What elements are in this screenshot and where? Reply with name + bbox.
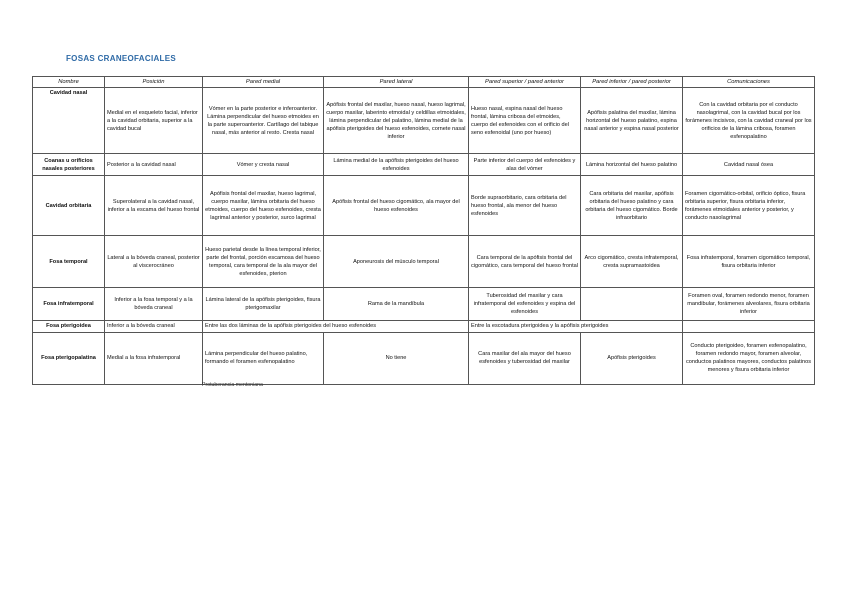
row-name: Fosa pterigopalatina xyxy=(33,332,105,384)
cell-pared-superior: Cara maxilar del ala mayor del hueso esfenoides y tuberosidad del maxilar xyxy=(469,332,581,384)
cell-posicion: Medial en el esqueleto facial, inferior a la cavidad orbitaria, superior a la cavidad bucal xyxy=(105,88,203,154)
cell-pared-lateral: Apófisis frontal del hueso cigomático, ala mayor del hueso esfenoides xyxy=(324,176,469,236)
cell-pared-superior: Tuberosidad del maxilar y cara infratemporal del esfenoides y espina del esfenoides xyxy=(469,288,581,321)
cell-pared-superior: Cara temporal de la apófisis frontal del cigomático, cara temporal del hueso frontal xyxy=(469,236,581,288)
cell-span-medial-lateral: Entre las dos láminas de la apófisis pterigoides del hueso esfenoides xyxy=(203,321,469,332)
table-row xyxy=(33,321,815,332)
header-posicion: Posición xyxy=(105,77,203,88)
cell-pared-superior: Borde supraorbitario, cara orbitaria del hueso frontal, ala menor del hueso esfenoides xyxy=(469,176,581,236)
header-row xyxy=(33,77,815,88)
header-pared-inferior: Pared inferior / pared posterior xyxy=(581,77,683,88)
cell-pared-inferior: Cara orbitaria del maxilar, apófisis orbitaria del hueso palatino y cara orbitaria del hueso cigomático. Borde infraorbitario xyxy=(581,176,683,236)
cell-pared-inferior: Lámina horizontal del hueso palatino xyxy=(581,154,683,176)
table-row xyxy=(33,288,815,321)
cell-pared-medial: Vómer en la parte posterior e inferoanterior. Lámina perpendicular del hueso etmoides en la parte superoanterior. Cartílago del tabique nasal, más anterior al resto. Cresta nasal xyxy=(203,88,324,154)
footnote: Protuberancia mentoniana xyxy=(202,382,263,388)
header-nombre: Nombre xyxy=(33,77,105,88)
cell-pared-medial: Hueso parietal desde la línea temporal inferior, parte del frontal, porción escamosa del hueso temporal, cara temporal de la ala mayor del esfenoides, pterion xyxy=(203,236,324,288)
cell-pared-lateral: Lámina medial de la apófisis pterigoides del hueso esfenoides xyxy=(324,154,469,176)
cell-posicion: Inferior a la bóveda craneal xyxy=(105,321,203,332)
cell-pared-superior: Parte inferior del cuerpo del esfenoides y alas del vómer xyxy=(469,154,581,176)
cell-pared-medial: Apófisis frontal del maxilar, hueso lagrimal, cuerpo maxilar, lámina orbitaria del hueso etmoides, cuerpo del hueso esfenoides, cresta lagrimal anterior y posterior, surco lagrimal xyxy=(203,176,324,236)
table-row xyxy=(33,88,815,154)
cell-pared-lateral: No tiene xyxy=(324,332,469,384)
row-name: Fosa temporal xyxy=(33,236,105,288)
table-row xyxy=(33,332,815,384)
header-pared-superior: Pared superior / pared anterior xyxy=(469,77,581,88)
header-pared-lateral: Pared lateral xyxy=(324,77,469,88)
cell-comunicaciones: Con la cavidad orbitaria por el conducto nasolagrimal, con la cavidad bucal por los forámenes incisivos, con la cavidad craneal por los orificios de la lámina cribosa, foramen esfenopalatino xyxy=(683,88,815,154)
cell-pared-inferior: Arco cigomático, cresta infratemporal, cresta supramastoidea xyxy=(581,236,683,288)
document-title: FOSAS CRANEOFACIALES xyxy=(66,54,177,63)
header-comunicaciones: Comunicaciones xyxy=(683,77,815,88)
cell-pared-lateral: Aponeurosis del músculo temporal xyxy=(324,236,469,288)
cell-posicion: Inferior a la fosa temporal y a la bóveda craneal xyxy=(105,288,203,321)
row-name: Fosa infratemporal xyxy=(33,288,105,321)
row-name: Cavidad orbitaria xyxy=(33,176,105,236)
cell-pared-medial: Vómer y cresta nasal xyxy=(203,154,324,176)
table-row xyxy=(33,154,815,176)
cell-pared-inferior: Apófisis pterigoides xyxy=(581,332,683,384)
cell-pared-medial: Lámina perpendicular del hueso palatino, formando el foramen esfenopalatino xyxy=(203,332,324,384)
cell-pared-medial: Lámina lateral de la apófisis pterigoides, fisura pterigomaxilar xyxy=(203,288,324,321)
cell-comunicaciones: Fosa infratemporal, foramen cigomático temporal, fisura orbitaria inferior xyxy=(683,236,815,288)
row-name: Fosa pterigoidea xyxy=(33,321,105,332)
cell-pared-inferior: Apófisis palatina del maxilar, lámina horizontal del hueso palatino, espina nasal anterior y espina nasal posterior xyxy=(581,88,683,154)
header-pared-medial: Pared medial xyxy=(203,77,324,88)
cell-posicion: Medial a la fosa infratemporal xyxy=(105,332,203,384)
cell-comunicaciones xyxy=(683,321,815,332)
cell-comunicaciones: Conducto pterigoideo, foramen esfenopalatino, foramen redondo mayor, foramen alveolar, conductos palatinos mayores, conductos palatinos menores y fisura orbitaria inferior xyxy=(683,332,815,384)
table-row xyxy=(33,176,815,236)
cell-posicion: Posterior a la cavidad nasal xyxy=(105,154,203,176)
cell-pared-lateral: Apófisis frontal del maxilar, hueso nasal, hueso lagrimal, cuerpo maxilar, laberinto etmoidal y celdillas etmoidales, lámina perpendicular del palatino, lámina medial de la apófisis pterigoides del hueso esfenoides, cornete nasal inferior xyxy=(324,88,469,154)
cell-pared-inferior xyxy=(581,288,683,321)
row-name: Coanas u orificios nasales posteriores xyxy=(33,154,105,176)
cell-posicion: Lateral a la bóveda craneal, posterior al viscerocráneo xyxy=(105,236,203,288)
table-row xyxy=(33,236,815,288)
cell-span-superior-inferior: Entre la escotadura pterigoidea y la apófisis pterigoides xyxy=(469,321,683,332)
row-name: Cavidad nasal xyxy=(33,88,105,154)
cell-comunicaciones: Foramen oval, foramen redondo menor, foramen mandibular, forámenes alveolares, fisura orbitaria inferior xyxy=(683,288,815,321)
craniofacial-fossae-table xyxy=(32,76,815,385)
cell-pared-superior: Hueso nasal, espina nasal del hueso frontal, lámina cribosa del etmoides, cuerpo del esfenoides con el orificio del seno esfenoidal (uno por hueso) xyxy=(469,88,581,154)
cell-posicion: Superolateral a la cavidad nasal, inferior a la escama del hueso frontal xyxy=(105,176,203,236)
cell-pared-lateral: Rama de la mandíbula xyxy=(324,288,469,321)
cell-comunicaciones: Cavidad nasal ósea xyxy=(683,154,815,176)
cell-comunicaciones: Foramen cigomático-orbital, orificio óptico, fisura orbitaria superior, fisura orbitaria inferior, forámenes etmoidales anterior y posterior, y conducto nasolagrimal xyxy=(683,176,815,236)
